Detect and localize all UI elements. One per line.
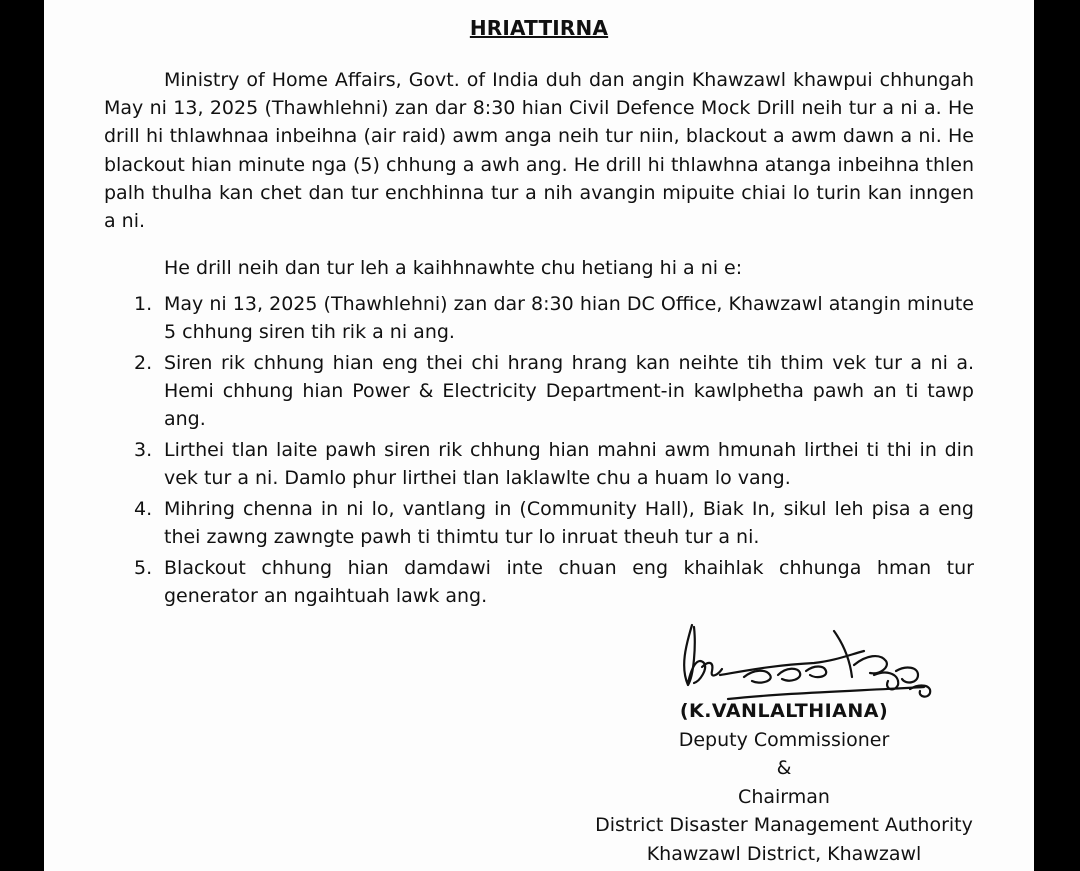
- list-item: [104, 349, 974, 434]
- paragraph-main: [104, 66, 974, 235]
- instruction-list: [104, 290, 974, 613]
- signatory-name: (K.VANLALTHIANA): [679, 700, 889, 722]
- list-item-number: 2.: [134, 351, 153, 374]
- list-item-text: Mihring chenna in ni lo, vantlang in (Community Hall), Biak In, sikul leh pisa a eng thei zawng zawngte pawh ti thimtu tur lo inruat theuh tur a ni.: [164, 497, 974, 549]
- list-item-text: Blackout chhung hian damdawi inte chuan eng khaihlak chhunga hman tur generator an ngaihtuah lawk ang.: [164, 556, 974, 608]
- list-item: [104, 290, 974, 346]
- signatory-chairman: Chairman: [738, 785, 830, 808]
- list-item-text: Lirthei tlan laite pawh siren rik chhung hian mahni awm hmunah lirthei ti thi in din vek tur a ni. Damlo phur lirthei tlan laklawlte chu a huam lo vang.: [164, 439, 974, 490]
- paragraph-main-text: Ministry of Home Affairs, Govt. of India duh dan angin Khawzawl khawpui chhungah May ni 13, 2025 (Thawhlehni) zan dar 8:30 hian Civil Defence Mock Drill neih tur a ni a. He drill hi thlawhnaa inbeihna (air raid) awm anga neih tur niin, blackout a awm dawn a ni. He blackout hian minute nga (5) chhung a awh ang. He drill hi thlawhna atanga inbeihna thlen palh thulha kan chet dan tur enchhinna tur a nih avangin mipuite chiai lo turin kan inngen a ni.: [104, 69, 974, 233]
- list-item-number: 1.: [134, 293, 153, 315]
- list-item-text: May ni 13, 2025 (Thawhlehni) zan dar 8:30 hian DC Office, Khawzawl atangin minute 5 chhung siren tih rik a ni ang.: [164, 293, 974, 344]
- list-item-number: 3.: [134, 439, 153, 462]
- document-title: HRIATTIRNA: [469, 16, 609, 40]
- list-item: [104, 436, 974, 492]
- signatory-ampersand: &: [776, 757, 792, 780]
- list-item-number: 4.: [134, 497, 153, 520]
- list-item-number: 5.: [134, 556, 153, 579]
- signatory-location: Khawzawl District, Khawzawl: [646, 842, 922, 865]
- list-item: [104, 554, 974, 610]
- signatory-authority: District Disaster Management Authority: [595, 814, 973, 837]
- signatory-designation: Deputy Commissioner: [678, 728, 890, 751]
- document-page: [44, 0, 1034, 871]
- signatory-block: [564, 697, 1004, 869]
- list-item: [104, 495, 974, 551]
- list-intro: He drill neih dan tur leh a kaihhnawhte chu hetiang hi a ni e:: [164, 257, 743, 279]
- list-item-text: Siren rik chhung hian eng thei chi hrang hrang kan neihte tih thim vek tur a ni a. Hemi chhung hian Power & Electricity Department-in kawlphetha pawh an ti tawp ang.: [164, 351, 974, 431]
